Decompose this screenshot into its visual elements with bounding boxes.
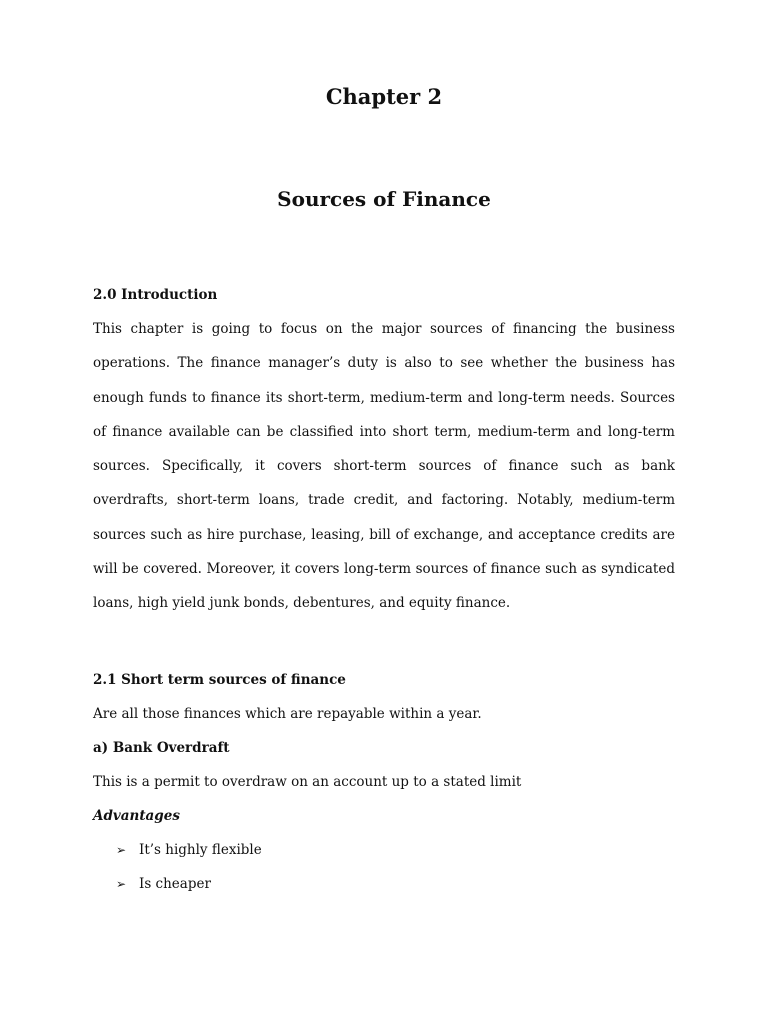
short-term-paragraph: Are all those finances which are repayable within a year. — [93, 705, 482, 722]
arrow-bullet-icon: ➢ — [116, 876, 127, 891]
advantages-list — [93, 833, 675, 901]
section-spacer — [93, 621, 675, 663]
chapter-label: Chapter 2 — [325, 84, 443, 109]
arrow-bullet-icon: ➢ — [116, 842, 127, 857]
list-item — [93, 867, 675, 901]
list-item-text: It’s highly flexible — [139, 841, 262, 858]
page-content — [93, 278, 675, 901]
bank-overdraft-paragraph: This is a permit to overdraw on an account up to a stated limit — [93, 773, 522, 790]
chapter-title: Sources of Finance — [277, 187, 491, 211]
introduction-paragraph: This chapter is going to focus on the major sources of financing the business operations. The finance manager’s duty is also to see whether the business has enough funds to finance its short-term, medium-term and long-term needs. Sources of finance available can be classified into short term, medium-term and long-term sources. Specifically, it covers short-term sources of finance such as bank overdrafts, short-term loans, trade credit, and factoring. Notably, medium-term sources such as hire purchase, leasing, bill of exchange, and acceptance credits are will be covered. Moreover, it covers long-term sources of finance such as syndicated loans, high yield junk bonds, debentures, and equity finance. — [93, 321, 675, 612]
subsection-heading-bank-overdraft: a) Bank Overdraft — [93, 739, 230, 756]
list-item-text: Is cheaper — [139, 875, 211, 892]
section-heading-introduction: 2.0 Introduction — [93, 287, 218, 303]
list-item — [93, 833, 675, 867]
section-heading-short-term: 2.1 Short term sources of finance — [93, 671, 346, 688]
advantages-heading: Advantages — [93, 807, 180, 824]
